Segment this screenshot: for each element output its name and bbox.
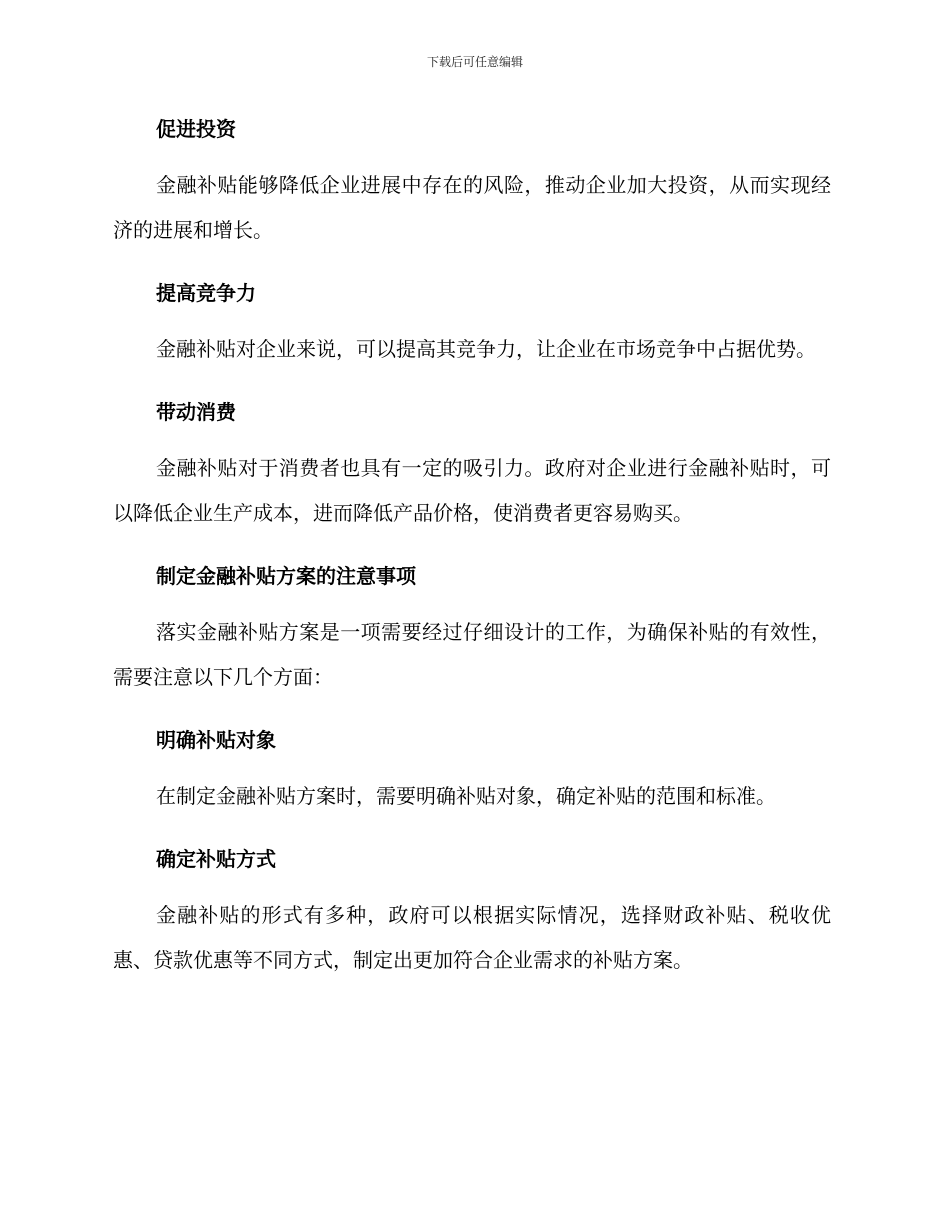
section-paragraph: 金融补贴对于消费者也具有一定的吸引力。政府对企业进行金融补贴时，可以降低企业生产成本，进而降低产品价格，使消费者更容易购买。 [113,456,831,525]
section-heading: 提高竞争力 [156,281,256,305]
section-heading: 促进投资 [156,117,236,141]
document-body [113,112,831,983]
section-heading: 明确补贴对象 [156,728,276,752]
section-heading: 制定金融补贴方案的注意事项 [156,564,416,588]
section-heading: 确定补贴方式 [156,847,276,871]
section-heading: 带动消费 [156,400,236,424]
section-paragraph: 金融补贴对企业来说，可以提高其竞争力，让企业在市场竞争中占据优势。 [156,337,816,361]
header-note: 下载后可任意编辑 [426,55,523,69]
section-paragraph: 在制定金融补贴方案时，需要明确补贴对象，确定补贴的范围和标准。 [156,784,776,808]
section-paragraph: 金融补贴的形式有多种，政府可以根据实际情况，选择财政补贴、税收优惠、贷款优惠等不同方式，制定出更加符合企业需求的补贴方案。 [113,903,831,972]
section-paragraph: 落实金融补贴方案是一项需要经过仔细设计的工作，为确保补贴的有效性，需要注意以下几个方面： [113,620,831,689]
section-paragraph: 金融补贴能够降低企业进展中存在的风险，推动企业加大投资，从而实现经济的进展和增长。 [113,173,831,242]
